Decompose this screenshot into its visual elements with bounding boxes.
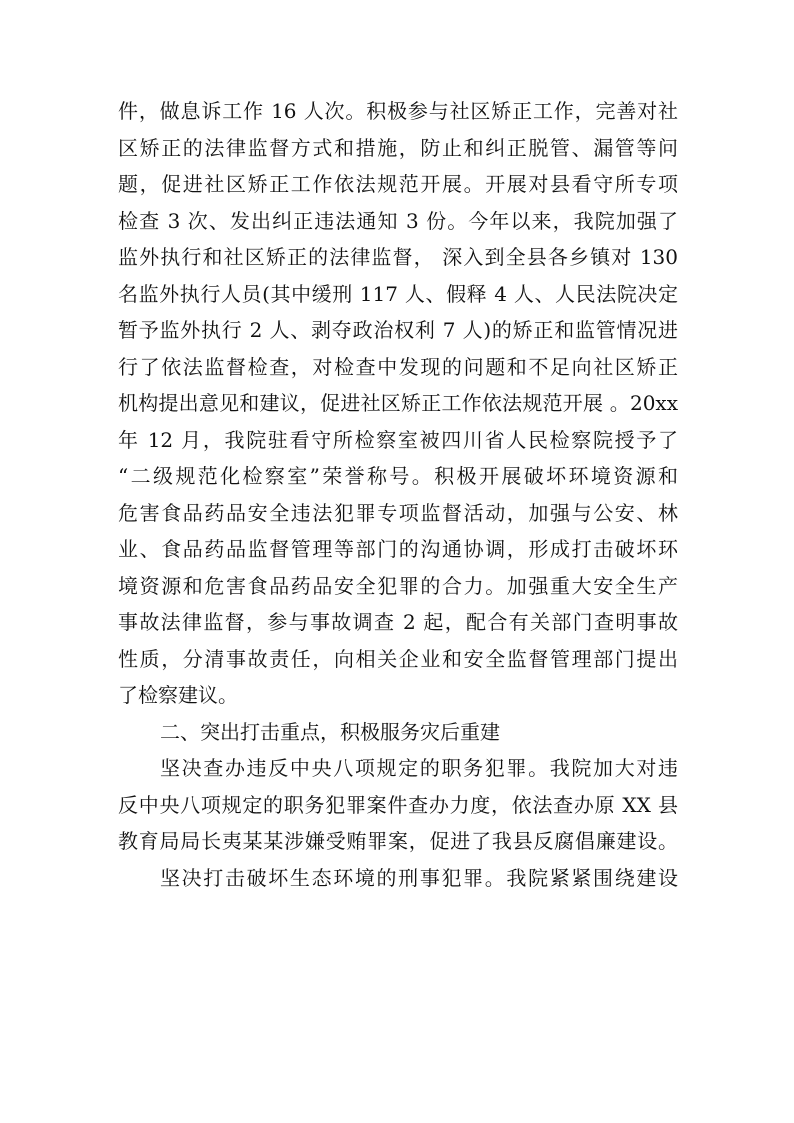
section-heading: 二、突出打击重点，积极服务灾后重建 (160, 720, 500, 744)
body-text-line: “二级规范化检察室”荣誉称号。积极开展破坏环境资源和 (118, 464, 678, 488)
body-text-line: 境资源和危害食品药品安全犯罪的合力。加强重大安全生产 (118, 574, 678, 598)
body-text-line: 监外执行和社区矫正的法律监督， 深入到全县各乡镇对 130 (118, 245, 678, 269)
body-text-line: 题，促进社区矫正工作依法规范开展。开展对县看守所专项 (118, 172, 678, 196)
body-text-line: 暂予监外执行 2 人、剥夺政治权利 7 人)的矫正和监管情况进 (118, 318, 678, 342)
body-text-line: 机构提出意见和建议，促进社区矫正工作依法规范开展 。20xx (118, 391, 678, 415)
body-text-line: 危害食品药品安全违法犯罪专项监督活动，加强与公安、林 (118, 501, 678, 525)
body-text-line: 区矫正的法律监督方式和措施，防止和纠正脱管、漏管等问 (118, 136, 678, 160)
body-text-line: 反中央八项规定的职务犯罪案件查办力度，依法查办原 XX 县 (118, 793, 678, 817)
body-text-line: 行了依法监督检查，对检查中发现的问题和不足向社区矫正 (118, 355, 678, 379)
body-text-line: 了检察建议。 (118, 683, 238, 707)
body-text-line: 性质，分清事故责任，向相关企业和安全监督管理部门提出 (118, 647, 678, 671)
body-text-line: 坚决打击破坏生态环境的刑事犯罪。我院紧紧围绕建设 (160, 866, 678, 890)
body-text-line: 坚决查办违反中央八项规定的职务犯罪。我院加大对违 (160, 756, 678, 780)
body-text-line: 年 12 月，我院驻看守所检察室被四川省人民检察院授予了 (118, 428, 678, 452)
body-text-line: 事故法律监督，参与事故调查 2 起，配合有关部门查明事故 (118, 610, 678, 634)
body-text-line: 业、食品药品监督管理等部门的沟通协调，形成打击破坏环 (118, 537, 678, 561)
body-text-line: 件，做息诉工作 16 人次。积极参与社区矫正工作，完善对社 (118, 99, 678, 123)
body-text-line: 教育局局长夷某某涉嫌受贿罪案，促进了我县反腐倡廉建设。 (118, 829, 678, 853)
body-text-line: 名监外执行人员(其中缓刑 117 人、假释 4 人、人民法院决定 (118, 282, 678, 306)
body-text-line: 检查 3 次、发出纠正违法通知 3 份。今年以来，我院加强了 (118, 209, 678, 233)
